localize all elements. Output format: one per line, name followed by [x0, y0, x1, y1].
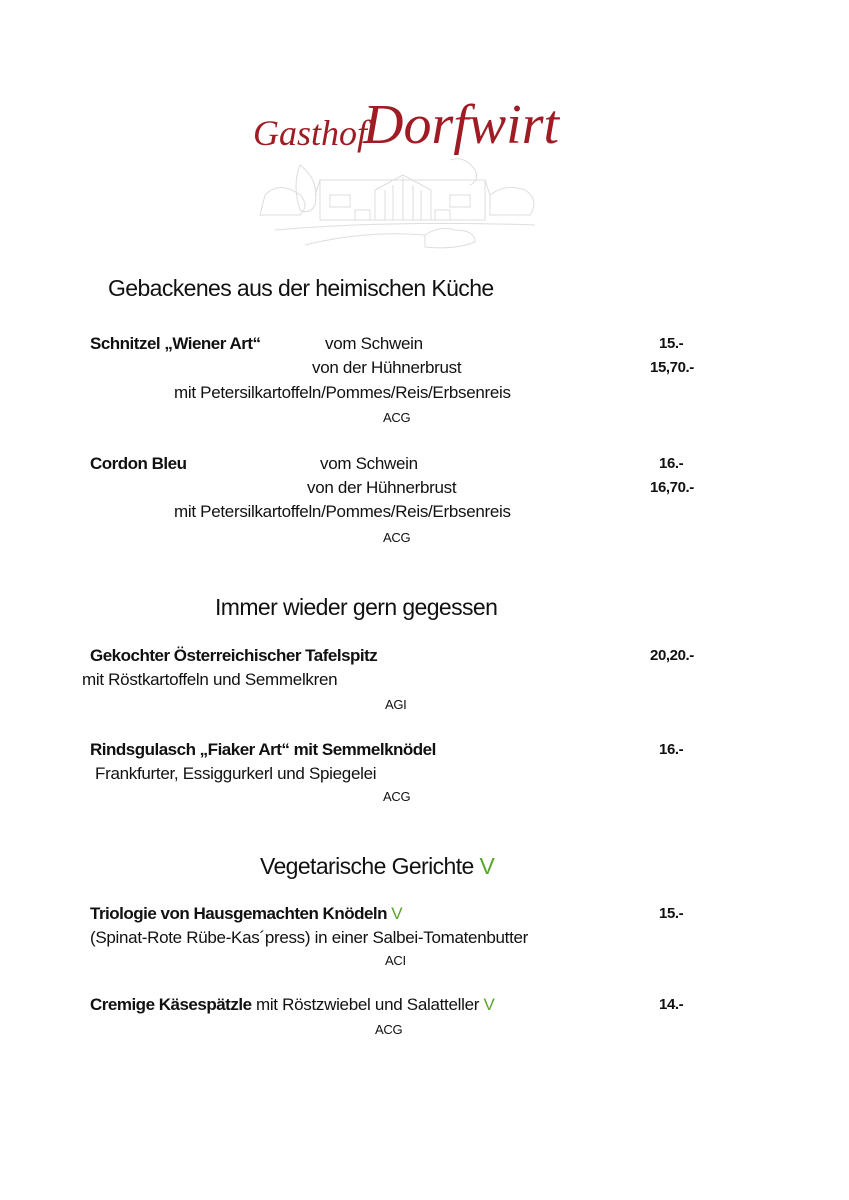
- item-allergens: AGI: [385, 697, 407, 712]
- logo-text-large: Dorfwirt: [363, 94, 560, 156]
- item-description: mit Röstzwiebel und Salatteller: [255, 995, 480, 1014]
- item-price: 14.-: [659, 996, 684, 1013]
- item-allergens: ACG: [383, 530, 411, 545]
- section-title-classics: Immer wieder gern gegessen: [215, 594, 498, 620]
- item-sides: mit Petersilkartoffeln/Pommes/Reis/Erbsenreis: [174, 502, 511, 521]
- item-name-spaetzle: Cremige Käsespätzle: [90, 995, 252, 1014]
- item-allergens: ACI: [385, 953, 406, 968]
- item-name-gulasch: Rindsgulasch „Fiaker Art“ mit Semmelknödel: [90, 740, 436, 759]
- item-price: 16,70.-: [650, 479, 694, 496]
- item-price: 15.-: [659, 905, 684, 922]
- item-option: von der Hühnerbrust: [312, 358, 462, 377]
- item-allergens: ACG: [375, 1022, 403, 1037]
- item-description: (Spinat-Rote Rübe-Kas´press) in einer Salbei-Tomatenbutter: [90, 928, 529, 947]
- section-title-text: Vegetarische Gerichte: [260, 853, 474, 879]
- logo-text-small: Gasthof: [253, 113, 368, 153]
- vegetarian-marker: V: [391, 904, 403, 923]
- vegetarian-marker: V: [479, 853, 495, 879]
- item-price: 15.-: [659, 335, 684, 352]
- item-description: Frankfurter, Essiggurkerl und Spiegelei: [95, 764, 377, 783]
- item-name-text: Triologie von Hausgemachten Knödeln: [90, 904, 388, 923]
- vegetarian-marker: V: [483, 995, 495, 1014]
- section-title-vegetarian: [260, 851, 494, 881]
- item-allergens: ACG: [383, 410, 411, 425]
- item-price: 20,20.-: [650, 647, 694, 664]
- item-name-tafelspitz: Gekochter Österreichischer Tafelspitz: [90, 646, 378, 665]
- item-allergens: ACG: [383, 789, 411, 804]
- item-option: vom Schwein: [325, 334, 423, 353]
- item-price: 16.-: [659, 741, 684, 758]
- item-name-cordon-bleu: Cordon Bleu: [90, 454, 187, 473]
- item-name-knoedel: [90, 903, 402, 925]
- section-title-baked: Gebackenes aus der heimischen Küche: [108, 275, 494, 301]
- item-description: mit Röstkartoffeln und Semmelkren: [82, 670, 338, 689]
- item-sides: mit Petersilkartoffeln/Pommes/Reis/Erbsenreis: [174, 383, 511, 402]
- item-price: 16.-: [659, 455, 684, 472]
- item-option: von der Hühnerbrust: [307, 478, 457, 497]
- restaurant-logo: [245, 85, 560, 260]
- item-line-spaetzle: [90, 994, 495, 1016]
- item-price: 15,70.-: [650, 359, 694, 376]
- house-sketch-icon: [260, 159, 535, 248]
- item-name-schnitzel: Schnitzel „Wiener Art“: [90, 334, 261, 353]
- item-option: vom Schwein: [320, 454, 418, 473]
